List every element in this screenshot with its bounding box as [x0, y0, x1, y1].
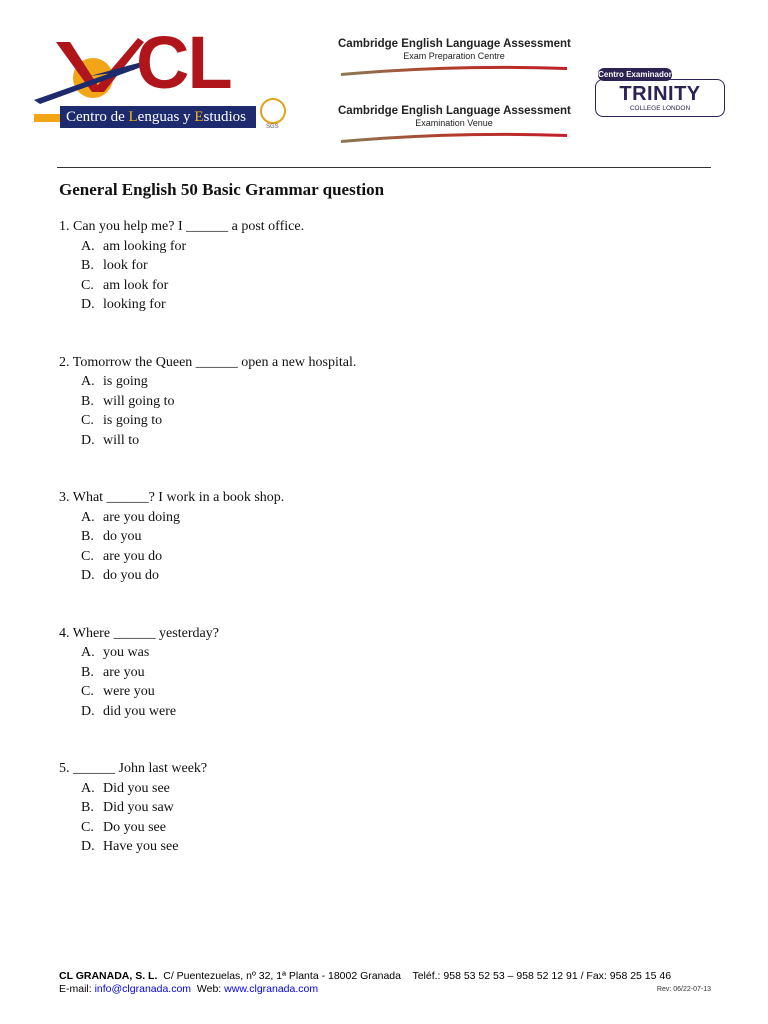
question-prompt: ______ John last week?	[73, 761, 208, 776]
footer-contact-line	[59, 983, 719, 995]
cl-letters: CL	[136, 21, 231, 104]
footer-web-label: Web:	[196, 983, 222, 995]
option-text: is going	[103, 374, 148, 389]
option-letter: B.	[81, 529, 94, 544]
option-text: am look for	[103, 277, 169, 293]
answer-option	[81, 411, 699, 431]
option-text: Did you saw	[103, 800, 174, 815]
cambridge-swoosh-icon	[341, 63, 567, 77]
answer-option	[81, 643, 699, 663]
footer-address: C/ Puentezuelas, nº 32, 1ª Planta - 18002 Granada	[163, 970, 401, 982]
option-text: am looking for	[103, 238, 187, 254]
footer-web-link[interactable]: www.clgranada.com	[224, 983, 319, 995]
question-item	[59, 759, 699, 895]
option-letter: D.	[81, 703, 95, 719]
question-prompt: Can you help me? I ______ a post office.	[73, 219, 305, 234]
option-letter: D.	[81, 839, 95, 854]
answer-option	[81, 256, 699, 276]
option-text: Do you see	[103, 819, 166, 835]
option-letter: C.	[81, 684, 94, 699]
answer-option	[81, 663, 699, 683]
question-item	[59, 217, 699, 353]
question-text	[59, 759, 699, 779]
option-letter: B.	[81, 258, 94, 273]
cambridge-exam-venue-logo	[338, 105, 570, 144]
option-letter: C.	[81, 413, 94, 428]
question-number: 1.	[59, 219, 70, 234]
option-letter: A.	[81, 780, 95, 796]
footer-company: CL GRANADA, S. L.	[59, 970, 158, 982]
option-letter: C.	[81, 277, 94, 293]
question-prompt: Tomorrow the Queen ______ open a new hospital.	[72, 354, 357, 370]
option-text: are you do	[103, 548, 163, 564]
option-letter: B.	[81, 800, 94, 815]
question-text	[59, 624, 699, 644]
cambridge-swoosh-icon	[341, 130, 567, 144]
cl-orange-bar	[34, 114, 62, 122]
question-item	[59, 624, 699, 760]
option-letter: A.	[81, 374, 95, 389]
option-text: looking for	[103, 297, 166, 312]
sgs-seal-icon	[260, 98, 286, 124]
trinity-subtitle: COLLEGE LONDON	[629, 105, 691, 112]
question-number: 2.	[59, 354, 70, 370]
answer-option	[81, 527, 699, 547]
option-text: will going to	[103, 393, 175, 409]
answer-option	[81, 837, 699, 857]
footer-address-line	[59, 970, 719, 982]
answer-option	[81, 295, 699, 315]
option-letter: D.	[81, 432, 95, 448]
option-text: Did you see	[103, 780, 170, 796]
option-letter: A.	[81, 238, 95, 254]
option-text: are you	[103, 664, 145, 680]
answer-option	[81, 798, 699, 818]
page-title: General English 50 Basic Grammar question	[59, 180, 385, 199]
answer-option	[81, 818, 699, 838]
option-letter: B.	[81, 393, 94, 409]
option-text: will to	[103, 432, 140, 448]
question-text	[59, 217, 699, 237]
cambridge-subtitle: Examination Venue	[415, 118, 493, 128]
answer-option	[81, 237, 699, 257]
question-number: 5.	[59, 761, 70, 776]
cl-tagline: Centro de Lenguas y Estudios	[60, 106, 256, 128]
trinity-tag: Centro Examinador	[598, 70, 672, 79]
header-divider	[57, 167, 711, 168]
option-letter: C.	[81, 548, 94, 564]
option-letter: A.	[81, 509, 95, 525]
question-text	[59, 353, 699, 373]
answer-option	[81, 702, 699, 722]
option-letter: A.	[81, 645, 95, 660]
answer-option	[81, 372, 699, 392]
answer-option	[81, 392, 699, 412]
question-prompt: Where ______ yesterday?	[72, 625, 219, 641]
option-text: were you	[103, 684, 155, 699]
option-text: you was	[103, 645, 150, 660]
answer-option	[81, 682, 699, 702]
answer-option	[81, 547, 699, 567]
option-letter: B.	[81, 664, 94, 680]
sgs-label: SGS	[266, 124, 279, 130]
footer-email-link[interactable]: info@clgranada.com	[94, 983, 192, 995]
question-list	[59, 217, 699, 895]
answer-options	[59, 508, 699, 586]
footer-email-label: E-mail:	[59, 983, 92, 995]
question-prompt: What ______? I work in a book shop.	[72, 490, 285, 505]
answer-option	[81, 779, 699, 799]
cambridge-subtitle: Exam Preparation Centre	[403, 51, 505, 61]
footer-revision: Rev: 06/22-07-13	[656, 986, 711, 993]
option-text: are you doing	[103, 509, 180, 525]
option-letter: D.	[81, 297, 95, 312]
answer-options	[59, 372, 699, 450]
option-text: do you	[103, 529, 142, 544]
option-letter: C.	[81, 819, 94, 835]
answer-option	[81, 566, 699, 586]
page-footer	[59, 970, 719, 995]
trinity-logo	[595, 79, 725, 117]
option-text: is going to	[103, 413, 163, 428]
question-item	[59, 488, 699, 624]
answer-options	[59, 237, 699, 315]
question-number: 4.	[59, 625, 70, 641]
question-item	[59, 353, 699, 489]
option-letter: D.	[81, 568, 95, 583]
answer-option	[81, 431, 699, 451]
cambridge-title: Cambridge English Language Assessment	[338, 105, 571, 117]
cl-logo	[30, 21, 292, 130]
trinity-name: TRINITY	[619, 83, 701, 105]
option-text: did you were	[103, 703, 177, 719]
page-header	[0, 0, 768, 170]
answer-option	[81, 276, 699, 296]
option-text: look for	[103, 258, 148, 273]
cambridge-title: Cambridge English Language Assessment	[338, 38, 571, 50]
answer-options	[59, 779, 699, 857]
cambridge-exam-prep-logo	[338, 38, 570, 77]
footer-phone: Teléf.: 958 53 52 53 – 958 52 12 91 / Fax: 958 25 15 46	[412, 970, 672, 982]
answer-options	[59, 643, 699, 721]
option-text: Have you see	[103, 839, 179, 854]
question-text	[59, 488, 699, 508]
answer-option	[81, 508, 699, 528]
question-number: 3.	[59, 490, 70, 505]
option-text: do you do	[103, 568, 159, 583]
